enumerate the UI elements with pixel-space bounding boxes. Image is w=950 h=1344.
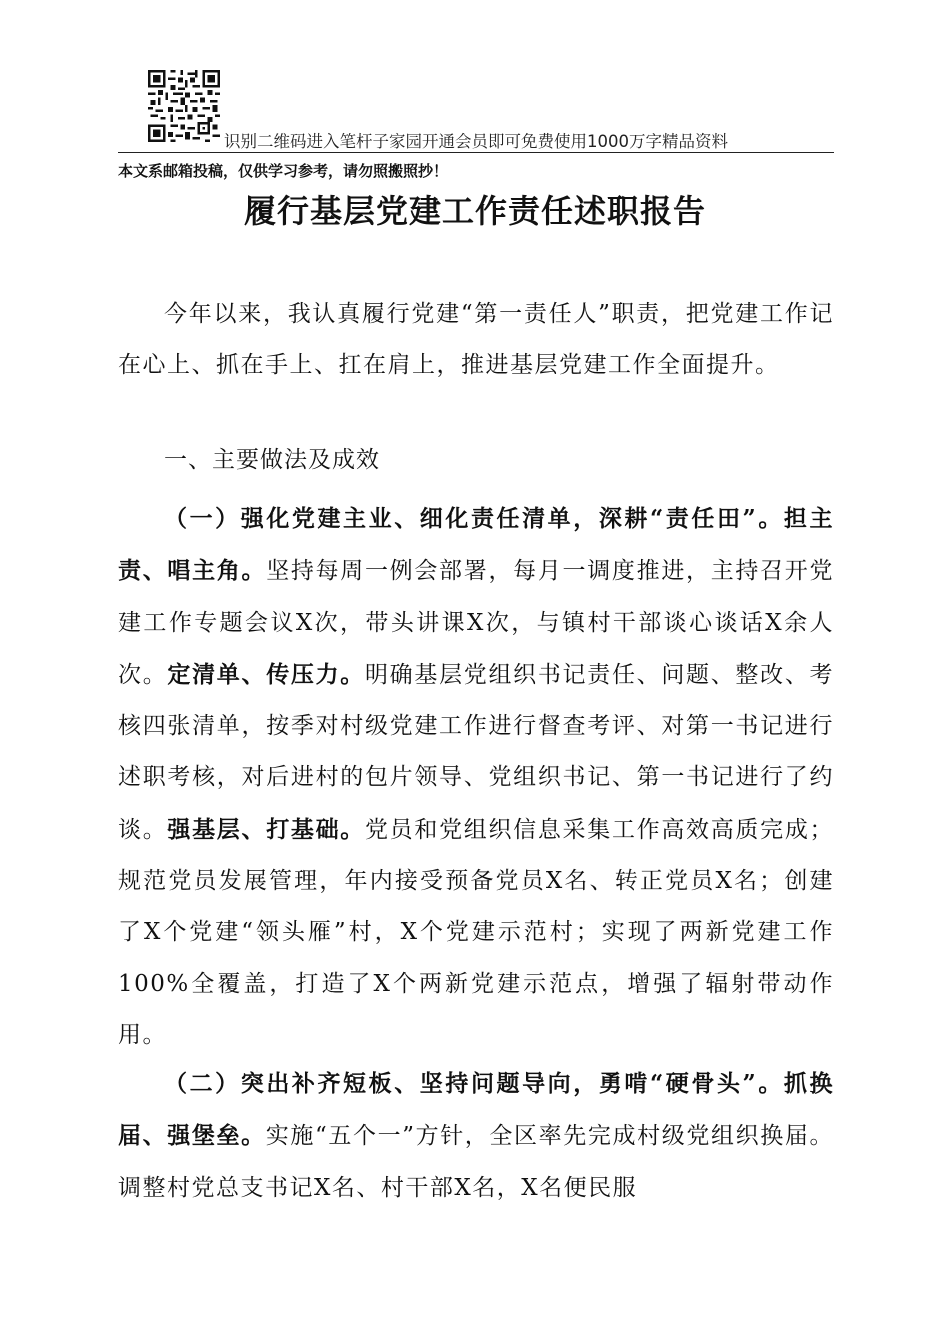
section-heading: 一、主要做法及成效 [164, 447, 380, 473]
lead-phrase-4: 抓换届、强堡垒。 [118, 1070, 834, 1150]
body-text-3: 党员和党组织信息采集工作高效高质完成；规范党员发展管理，年内接受预备党员X名、转正党员X名；创建了X个党建“领头雁”村，X个党建示范村；实现了两新党建工作100%全覆盖，打造了X个两新党建示范点，增强了辐射带动作用。 [118, 816, 835, 1048]
body-text-2: 明确基层党组织书记责任、问题、整改、考核四张清单，按季对村级党建工作进行督查考评、对第一书记进行述职考核，对后进村的包片领导、党组织书记、第一书记进行了约谈。 [118, 661, 835, 843]
body-text-1: 坚持每周一例会部署，每月一调度推进，主持召开党建工作专题会议X次，带头讲课X次，与镇村干部谈心谈话X余人次。 [118, 558, 835, 688]
submission-notice: 本文系邮箱投稿，仅供学习参考，请勿照搬照抄！ [118, 162, 449, 180]
promo-link[interactable]: 识别二维码进入笔杆子家园开通会员即可免费使用1000万字精品资料 [224, 132, 728, 151]
body-text-4: 实施“五个一”方针，全区率先完成村级党组织换届。调整村党总支书记X名、村干部X名，X名便民服 [118, 1123, 834, 1201]
subsection-2-heading: （二）突出补齐短板、坚持问题导向，勇啃“硬骨头”。 [164, 1070, 784, 1097]
header-divider [118, 152, 834, 153]
subsection-2-paragraph [118, 1058, 834, 1214]
document-title: 履行基层党建工作责任述职报告 [243, 192, 706, 230]
lead-phrase-1: 担主责、唱主角。 [118, 505, 834, 585]
subsection-1-heading: （一）强化党建主业、细化责任清单，深耕“责任田”。 [164, 505, 784, 532]
lead-phrase-2: 定清单、传压力。 [167, 660, 365, 688]
qr-code-icon[interactable] [148, 70, 220, 142]
intro-paragraph: 今年以来，我认真履行党建“第一责任人”职责，把党建工作记在心上、抓在手上、扛在肩上，推进基层党建工作全面提升。 [118, 301, 834, 379]
page-header [118, 64, 834, 154]
subsection-1-paragraph [118, 493, 834, 1061]
lead-phrase-3: 强基层、打基础。 [167, 815, 365, 843]
